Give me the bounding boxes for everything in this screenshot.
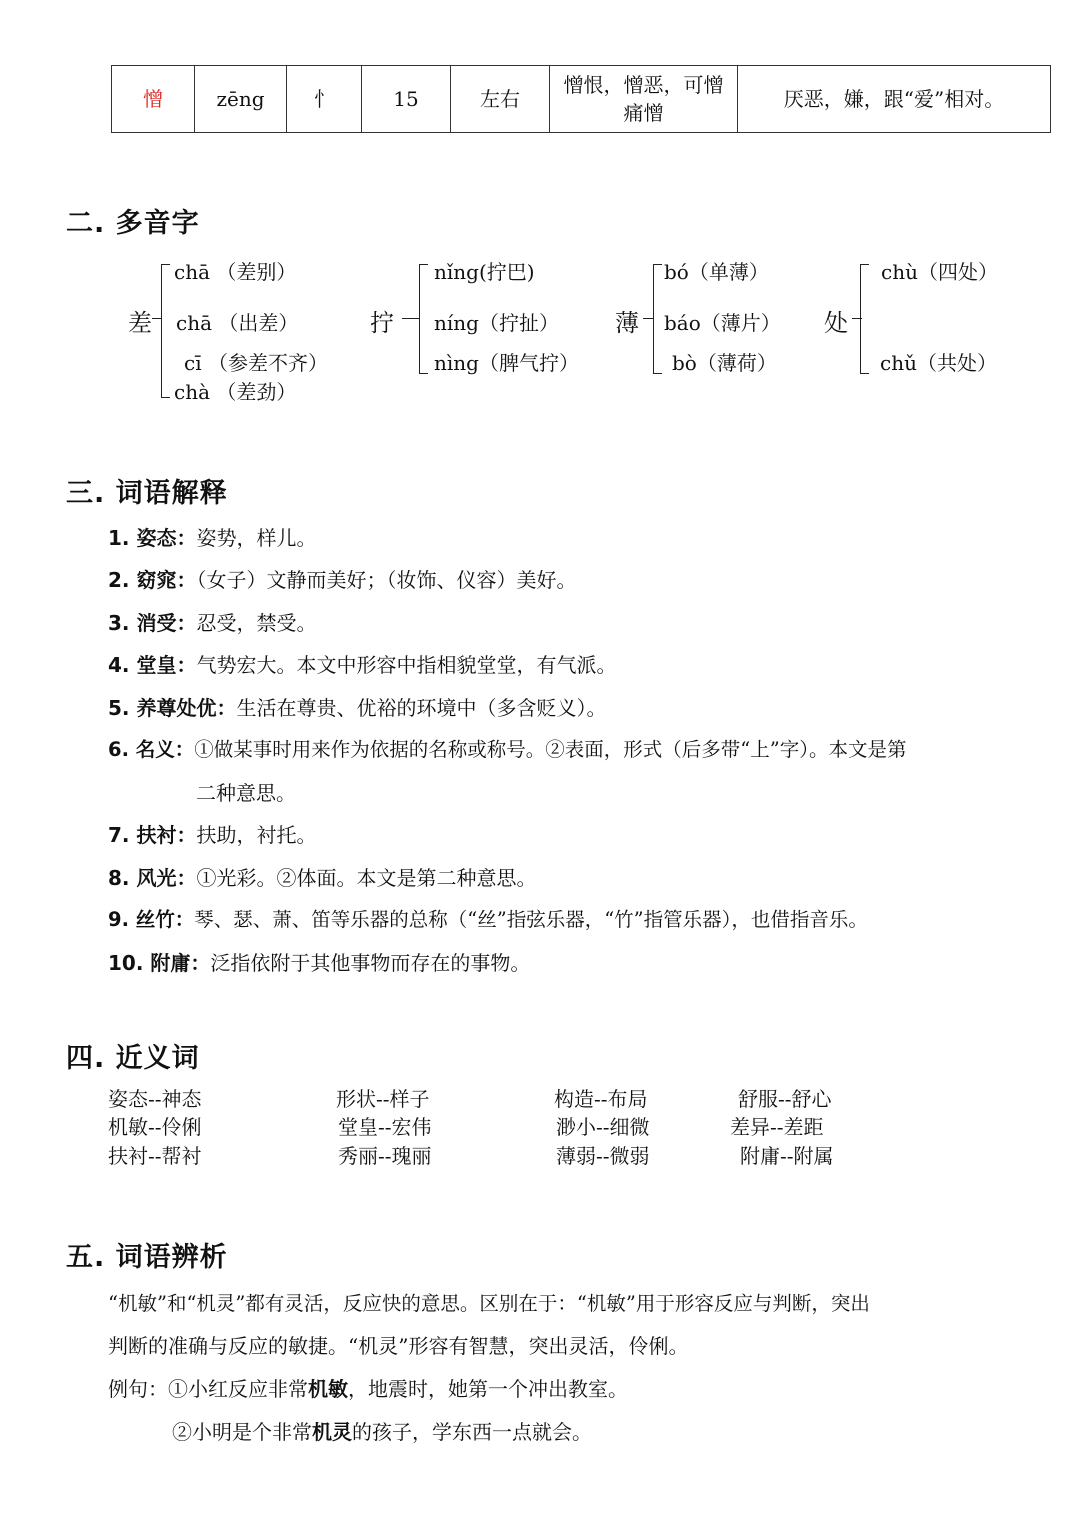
definition-term: 7. 扶衬： — [108, 823, 197, 847]
example-text: 例句：①小红反应非常 — [108, 1377, 308, 1401]
example-keyword: 机灵 — [312, 1420, 352, 1444]
analysis-paragraph-line: 判断的准确与反应的敏捷。“机灵”形容有智慧，突出灵活，伶俐。 — [108, 1334, 689, 1358]
character-table — [111, 65, 1051, 133]
definition-term: 9. 丝竹： — [108, 908, 195, 931]
definition-term: 8. 风光： — [108, 866, 197, 890]
table-cell-radical: 忄 — [287, 66, 362, 133]
bracket-tick — [643, 318, 653, 319]
definition-item — [108, 949, 530, 977]
definition-term: 2. 窈窕： — [108, 568, 197, 592]
section-title-synonyms: 四. 近义词 — [66, 1043, 200, 1074]
section-title-definitions: 三. 词语解释 — [66, 478, 228, 509]
polyphone-char-chu: 处 — [824, 309, 848, 337]
definition-text: 忍受，禁受。 — [196, 611, 317, 635]
example-sentence-1 — [108, 1373, 628, 1402]
reading-bao-1: bó（单薄） — [664, 260, 769, 284]
section-title-analysis: 五. 词语辨析 — [66, 1242, 228, 1273]
definition-term: 10. 附庸： — [108, 951, 211, 975]
definition-item — [108, 609, 316, 637]
definition-text: （女子）文静而美好；（妆饰、仪容）美好。 — [196, 568, 577, 592]
reading-cha-2: chā （出差） — [176, 311, 299, 335]
example-text: ②小明是个非常 — [172, 1420, 312, 1444]
reading-bao-2: báo（薄片） — [664, 311, 781, 335]
definition-term: 1. 姿态： — [108, 526, 197, 550]
synonym-pair: 薄弱--微弱 — [556, 1144, 650, 1168]
polyphone-char-bao: 薄 — [615, 309, 639, 337]
example-text: 的孩子，学东西一点就会。 — [352, 1420, 592, 1444]
synonym-pair: 附庸--附属 — [740, 1144, 834, 1168]
analysis-paragraph-line: “机敏”和“机灵”都有灵活，反应快的意思。区别在于：“机敏”用于形容反应与判断，突出 — [108, 1292, 870, 1315]
table-cell-char: 憎 — [112, 66, 195, 133]
section-title-polyphones: 二. 多音字 — [66, 208, 200, 239]
synonym-pair: 机敏--伶俐 — [108, 1115, 202, 1139]
definition-text: 泛指依附于其他事物而存在的事物。 — [210, 951, 531, 975]
polyphone-char-ning: 拧 — [370, 309, 394, 337]
definition-term: 6. 名义： — [108, 738, 195, 761]
example-sentence-2 — [172, 1416, 592, 1445]
bracket-bao — [653, 264, 662, 374]
table-cell-structure: 左右 — [451, 66, 550, 133]
definition-item — [108, 694, 606, 722]
definition-item — [108, 906, 868, 934]
synonym-pair: 舒服--舒心 — [738, 1087, 832, 1111]
synonym-pair: 姿态--神态 — [108, 1087, 202, 1111]
synonym-pair: 渺小--细微 — [556, 1115, 650, 1139]
bracket-tick — [402, 318, 420, 319]
reading-bao-3: bò（薄荷） — [672, 351, 777, 375]
table-row — [112, 66, 1051, 133]
definition-text: ①光彩。②体面。本文是第二种意思。 — [196, 866, 537, 890]
example-text: ，地震时，她第一个冲出教室。 — [348, 1377, 628, 1401]
reading-chu-1: chù（四处） — [881, 260, 998, 284]
bracket-chu — [860, 264, 869, 374]
synonym-pair: 秀丽--瑰丽 — [338, 1144, 432, 1168]
definition-text: 琴、瑟、萧、笛等乐器的总称（“丝”指弦乐器，“竹”指管乐器），也借指音乐。 — [194, 908, 868, 931]
definition-continuation: 二种意思。 — [196, 781, 296, 805]
definition-term: 4. 堂皇： — [108, 653, 197, 677]
synonym-pair: 堂皇--宏伟 — [338, 1115, 432, 1139]
definition-text: 生活在尊贵、优裕的环境中（多含贬义）。 — [236, 696, 607, 720]
definition-text: 扶助，衬托。 — [196, 823, 317, 847]
table-cell-meaning: 厌恶，嫌，跟“爱”相对。 — [738, 66, 1051, 133]
reading-chu-2: chǔ（共处） — [880, 351, 997, 375]
definition-item — [108, 864, 536, 892]
example-keyword: 机敏 — [308, 1377, 348, 1401]
table-cell-strokes: 15 — [362, 66, 451, 133]
definition-term: 5. 养尊处优： — [108, 696, 237, 720]
definition-text: 姿势，样儿。 — [196, 526, 317, 550]
reading-ning-2: níng（拧扯） — [434, 311, 559, 335]
definition-text: 气势宏大。本文中形容中指相貌堂堂，有气派。 — [196, 653, 617, 677]
polyphone-char-cha: 差 — [128, 309, 152, 337]
definition-item — [108, 821, 316, 849]
synonym-pair: 形状--样子 — [336, 1087, 430, 1111]
bracket-ning — [419, 264, 428, 374]
reading-cha-3: cī （参差不齐） — [184, 351, 328, 375]
definition-item — [108, 736, 906, 764]
reading-cha-4: chà （差劲） — [174, 380, 297, 404]
table-cell-pinyin: zēng — [195, 66, 287, 133]
reading-ning-3: nìng（脾气拧） — [434, 351, 579, 375]
synonym-pair: 差异--差距 — [730, 1115, 824, 1139]
synonym-pair: 扶衬--帮衬 — [108, 1144, 202, 1168]
definition-item — [108, 524, 316, 552]
synonym-pair: 构造--布局 — [554, 1087, 648, 1111]
table-cell-words: 憎恨，憎恶，可憎痛憎 — [550, 66, 738, 133]
bracket-cha — [161, 264, 170, 398]
definition-text: ①做某事时用来作为依据的名称或称号。②表面，形式（后多带“上”字）。本文是第 — [194, 738, 907, 761]
definition-item — [108, 651, 616, 679]
reading-ning-1: nǐng(拧巴) — [434, 260, 535, 284]
definition-item — [108, 566, 576, 594]
definition-term: 3. 消受： — [108, 611, 197, 635]
reading-cha-1: chā （差别） — [174, 260, 297, 284]
